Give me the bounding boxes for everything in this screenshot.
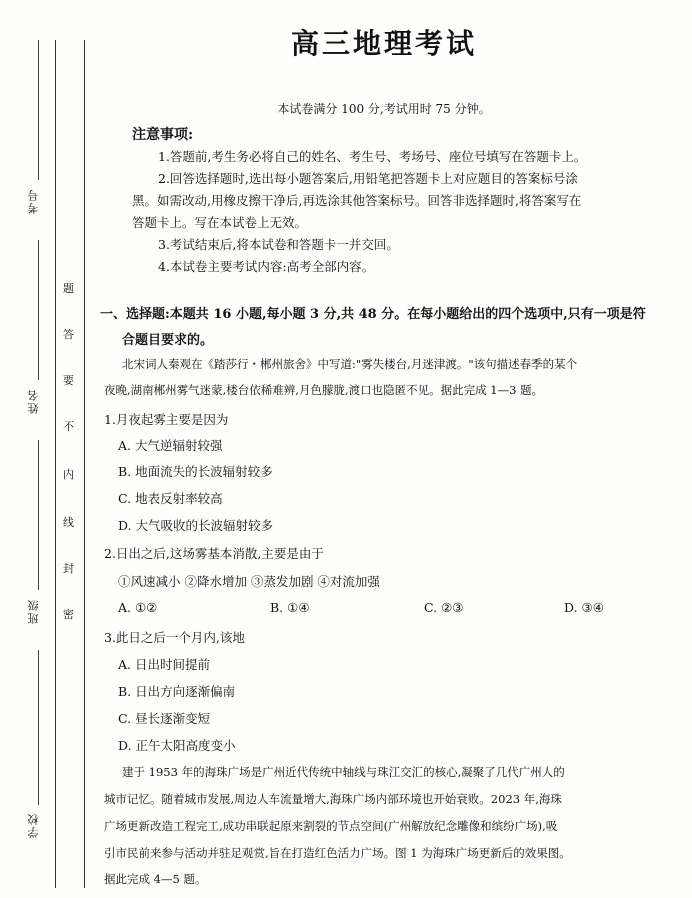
notice-item: 1.答题前,考生务必将自己的姓名、考生号、考场号、座位号填写在答题卡上。 xyxy=(158,149,587,164)
question-2-option-a: A. ①② xyxy=(118,600,158,615)
passage-line: 引市民前来参与活动并驻足观赏,旨在打造红色活力广场。图 1 为海珠广场更新后的效果图。 xyxy=(104,846,571,860)
section-heading: 一、选择题:本题共 16 小题,每小题 3 分,共 48 分。在每小题给出的四个选项中,只有一项是符 xyxy=(100,307,646,322)
notice-item: 3.考试结束后,将本试卷和答题卡一并交回。 xyxy=(158,237,399,252)
seal-char: 封 xyxy=(63,562,74,575)
name-line xyxy=(38,240,39,380)
section-heading-cont: 合题目要求的。 xyxy=(122,333,214,348)
seal-char: 内 xyxy=(63,468,74,481)
field-label-exam-number: 考号 xyxy=(27,188,40,214)
exam-number-line xyxy=(38,40,39,180)
passage-line: 据此完成 4—5 题。 xyxy=(104,872,207,886)
seal-char: 密 xyxy=(63,608,74,621)
field-label-school: 学校 xyxy=(27,812,40,838)
passage-line: 夜晚,湖南郴州雾气迷蒙,楼台依稀难辨,月色朦胧,渡口也隐匿不见。据此完成 1—3 题。 xyxy=(104,383,544,397)
passage-line: 北宋词人秦观在《踏莎行・郴州旅舍》中写道:"雾失楼台,月迷津渡。"该句描述春季的某个 xyxy=(122,357,578,371)
seal-char: 要 xyxy=(63,374,74,387)
notice-item: 4.本试卷主要考试内容:高考全部内容。 xyxy=(158,259,375,274)
class-line xyxy=(38,440,39,590)
binding-margin xyxy=(0,0,92,898)
question-2-option-d: D. ③④ xyxy=(564,600,604,615)
question-3-option-c: C. 昼长逐渐变短 xyxy=(118,711,211,726)
question-1-option-a: A. 大气逆辐射较强 xyxy=(118,438,223,453)
question-2-stem: 2.日出之后,这场雾基本消散,主要是由于 xyxy=(104,546,324,561)
notice-item: 2.回答选择题时,选出每小题答案后,用铅笔把答题卡上对应题目的答案标号涂 xyxy=(158,171,578,186)
question-3-stem: 3.此日之后一个月内,该地 xyxy=(104,630,245,645)
binding-line-outer xyxy=(55,40,56,888)
question-1-stem: 1.月夜起雾主要是因为 xyxy=(104,412,229,427)
seal-char: 不 xyxy=(63,420,74,433)
passage-line: 建于 1953 年的海珠广场是广州近代传统中轴线与珠江交汇的核心,凝聚了几代广州人的 xyxy=(122,765,565,779)
field-label-class: 班级 xyxy=(27,598,40,624)
question-3-option-b: B. 日出方向逐渐偏南 xyxy=(118,684,236,699)
question-1-option-c: C. 地表反射率较高 xyxy=(118,491,223,506)
seal-char: 线 xyxy=(63,516,74,529)
field-label-name: 姓名 xyxy=(27,388,40,414)
question-3-option-a: A. 日出时间提前 xyxy=(118,657,210,672)
exam-subnote: 本试卷满分 100 分,考试用时 75 分钟。 xyxy=(277,102,491,116)
question-2-choices: ①风速减小 ②降水增加 ③蒸发加剧 ④对流加强 xyxy=(118,574,380,589)
seal-char: 题 xyxy=(63,282,74,295)
question-1-option-b: B. 地面流失的长波辐射较多 xyxy=(118,464,273,479)
school-line xyxy=(38,650,39,805)
notice-item: 答题卡上。写在本试卷上无效。 xyxy=(132,215,308,230)
notice-item: 黑。如需改动,用橡皮擦干净后,再选涂其他答案标号。回答非选择题时,将答案写在 xyxy=(132,193,582,208)
notice-heading: 注意事项: xyxy=(132,127,194,143)
question-1-option-d: D. 大气吸收的长波辐射较多 xyxy=(118,518,274,533)
question-2-option-b: B. ①④ xyxy=(270,600,310,615)
binding-line-inner xyxy=(84,40,85,888)
seal-char: 答 xyxy=(63,328,74,341)
question-3-option-d: D. 正午太阳高度变小 xyxy=(118,738,236,753)
passage-line: 广场更新改造工程完工,成功串联起原来割裂的节点空间(广州解放纪念雕像和缤纷广场),吸 xyxy=(104,819,558,833)
passage-line: 城市记忆。随着城市发展,周边人车流量增大,海珠广场内部环境也开始衰败。2023 年,海珠 xyxy=(104,792,562,806)
page-title: 高三地理考试 xyxy=(290,27,477,60)
question-2-option-c: C. ②③ xyxy=(424,600,464,615)
